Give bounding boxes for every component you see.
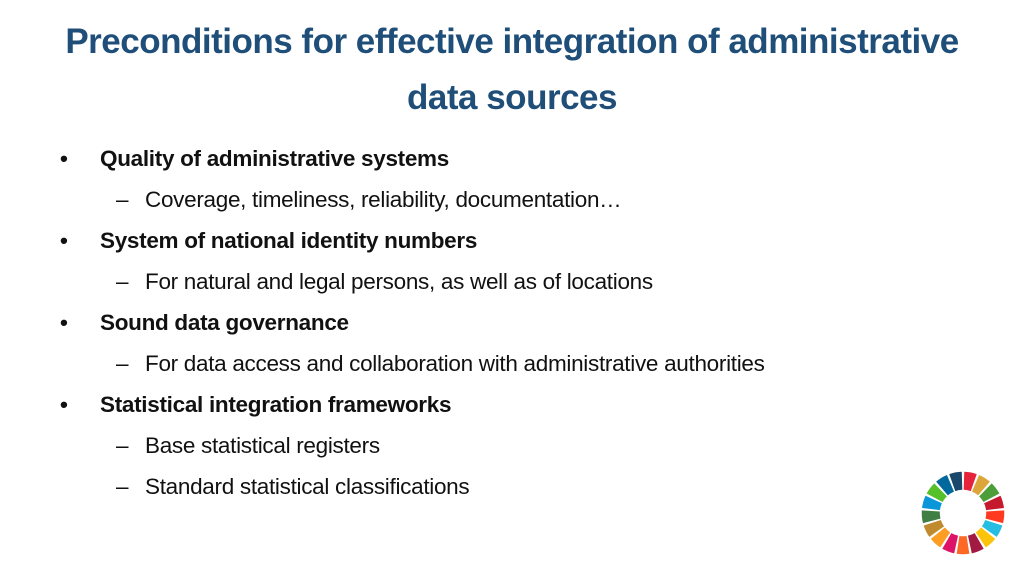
sub-bullet-item [60, 343, 960, 384]
bullet-text: System of national identity numbers [100, 228, 478, 253]
slide-title: Preconditions for effective integration of administrative data sources [65, 22, 959, 117]
sub-bullet-item [60, 179, 960, 220]
bullet-marker: • [60, 310, 68, 335]
sdg-wheel-segment [957, 536, 970, 554]
bullet-item [60, 220, 960, 261]
bullet-marker: • [60, 392, 68, 417]
bullet-marker: • [60, 228, 68, 253]
sub-bullet-item [60, 261, 960, 302]
sub-bullet-item [60, 425, 960, 466]
bullet-item [60, 302, 960, 343]
sub-bullet-text: Standard statistical classifications [145, 474, 470, 499]
sdg-wheel-icon [920, 470, 1006, 556]
sub-bullet-text: Base statistical registers [145, 433, 380, 458]
dash-marker: – [116, 433, 129, 458]
sub-bullet-text: For natural and legal persons, as well as of locations [145, 269, 653, 294]
dash-marker: – [116, 187, 129, 212]
sub-bullet-text: For data access and collaboration with administrative authorities [145, 351, 765, 376]
bullet-item [60, 384, 960, 425]
dash-marker: – [116, 474, 129, 499]
bullet-marker: • [60, 146, 68, 171]
bullet-text: Statistical integration frameworks [100, 392, 452, 417]
sub-bullet-item [60, 466, 960, 507]
bullet-item [60, 138, 960, 179]
dash-marker: – [116, 351, 129, 376]
bullet-list [60, 138, 960, 507]
dash-marker: – [116, 269, 129, 294]
sub-bullet-text: Coverage, timeliness, reliability, documentation… [145, 187, 622, 212]
bullet-text: Quality of administrative systems [100, 146, 449, 171]
bullet-text: Sound data governance [100, 310, 349, 335]
